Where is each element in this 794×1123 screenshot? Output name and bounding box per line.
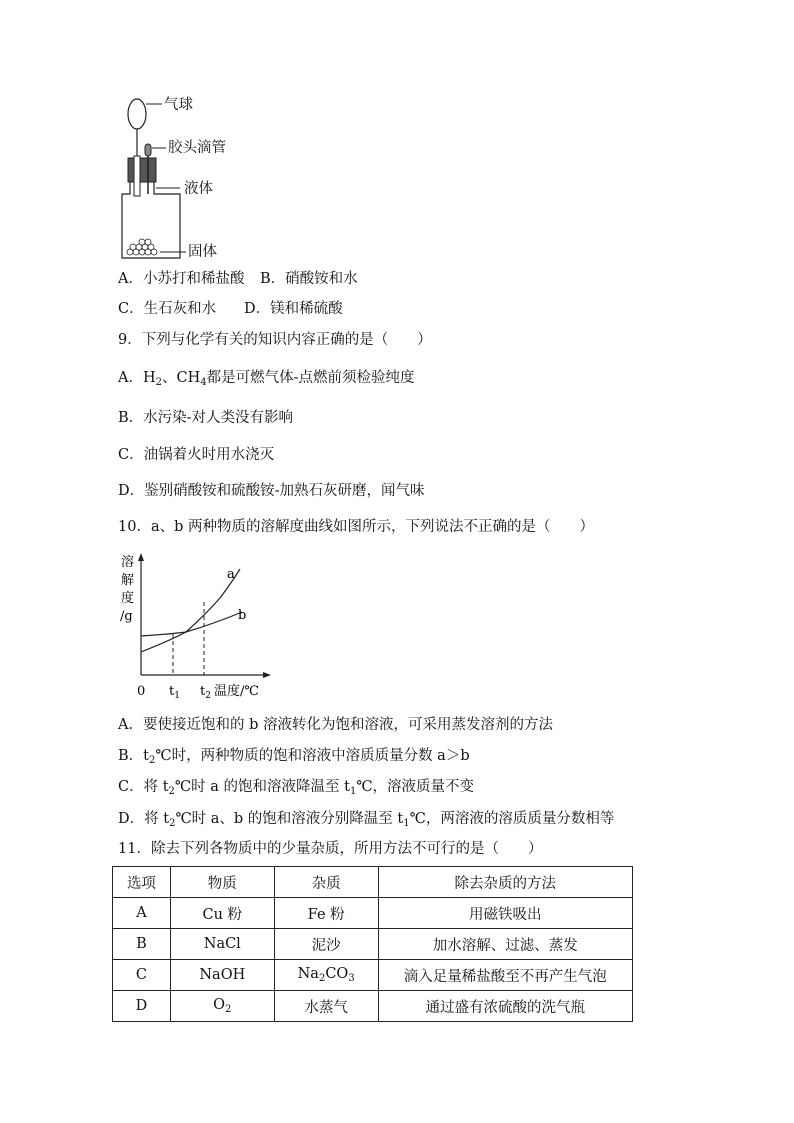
cell-option: A: [113, 898, 171, 929]
label-dropper: 胶头滴管: [168, 140, 226, 156]
cell-method: 滴入足量稀盐酸至不再产生气泡: [378, 960, 632, 991]
curve-b: [141, 612, 242, 636]
cell-method: 通过盛有浓硫酸的洗气瓶: [378, 991, 632, 1022]
cell-option: B: [113, 929, 171, 960]
label-balloon: 气球: [164, 97, 193, 113]
x-axis-label: 温度/℃: [214, 684, 259, 699]
cell-impurity: 水蒸气: [274, 991, 378, 1022]
curve-b-label: b: [238, 608, 247, 623]
cell-substance: $O_2$: [170, 991, 274, 1022]
q10-option-c: C．将 $t_2℃$时 a 的饱和溶液降温至 $t_1℃$，溶液质量不变: [118, 779, 475, 797]
t1-label: $t_1$: [169, 684, 180, 701]
table-header-row: [113, 867, 633, 898]
curve-a-label: a: [227, 567, 235, 582]
solid-granules: [127, 239, 157, 255]
table-row: [113, 929, 633, 960]
solubility-graph: [116, 548, 276, 708]
apparatus-figure: [116, 96, 246, 262]
dropper-bulb: [145, 144, 151, 156]
cell-substance: NaOH: [170, 960, 274, 991]
impurity-table: [112, 866, 633, 1022]
stopper: [128, 158, 156, 182]
q11-stem: 11．除去下列各物质中的少量杂质，所用方法不可行的是（ ）: [118, 841, 543, 857]
origin-label: 0: [137, 684, 146, 699]
header-option: 选项: [113, 867, 171, 898]
table-row: [113, 898, 633, 929]
ylabel-2: 解: [121, 573, 135, 588]
cell-method: 加水溶解、过滤、蒸发: [378, 929, 632, 960]
header-substance: 物质: [170, 867, 274, 898]
q9-stem: 9．下列与化学有关的知识内容正确的是（ ）: [118, 332, 432, 348]
label-solid: 固体: [188, 244, 217, 260]
q10-option-a: A．要使接近饱和的 b 溶液转化为饱和溶液，可采用蒸发溶剂的方法: [118, 717, 553, 733]
q9-option-d: D．鉴别硝酸铵和硫酸铵-加熟石灰研磨，闻气味: [118, 483, 425, 499]
q10-option-b: B．$t_2℃$时，两种物质的饱和溶液中溶质质量分数 a＞b: [118, 748, 470, 766]
cell-impurity: Fe 粉: [274, 898, 378, 929]
ylabel-1: 溶: [121, 555, 135, 570]
cell-method: 用磁铁吸出: [378, 898, 632, 929]
q9-option-b: B．水污染-对人类没有影响: [118, 410, 294, 426]
cell-impurity: 泥沙: [274, 929, 378, 960]
cell-impurity: $Na_2CO_3$: [274, 960, 378, 991]
cell-substance: Cu 粉: [170, 898, 274, 929]
header-impurity: 杂质: [274, 867, 378, 898]
header-method: 除去杂质的方法: [378, 867, 632, 898]
q8-option-c: C．生石灰和水: [118, 301, 217, 317]
curve-a: [141, 569, 240, 652]
label-liquid: 液体: [184, 181, 213, 197]
q8-option-b: B．硝酸铵和水: [260, 271, 358, 287]
cell-substance: NaCl: [170, 929, 274, 960]
cell-option: C: [113, 960, 171, 991]
balloon-shape: [128, 99, 146, 129]
q9-option-a: A．$H_2$、$CH_4$都是可燃气体-点燃前须检验纯度: [118, 370, 415, 388]
t2-label: $t_2$: [200, 684, 211, 701]
table-row: [113, 991, 633, 1022]
q9-option-c: C．油锅着火时用水浇灭: [118, 447, 275, 463]
ylabel-4: /g: [120, 609, 133, 624]
q8-option-a: A．小苏打和稀盐酸: [118, 271, 245, 287]
cell-option: D: [113, 991, 171, 1022]
q10-stem: 10．a、b 两种物质的溶解度曲线如图所示，下列说法不正确的是（ ）: [118, 519, 594, 535]
ylabel-3: 度: [121, 591, 135, 606]
q8-option-d: D．镁和稀硫酸: [244, 301, 343, 317]
table-row: [113, 960, 633, 991]
q10-option-d: D．将 $t_2℃$时 a、b 的饱和溶液分别降温至 $t_1℃$，两溶液的溶质质量分数相等: [118, 811, 615, 829]
